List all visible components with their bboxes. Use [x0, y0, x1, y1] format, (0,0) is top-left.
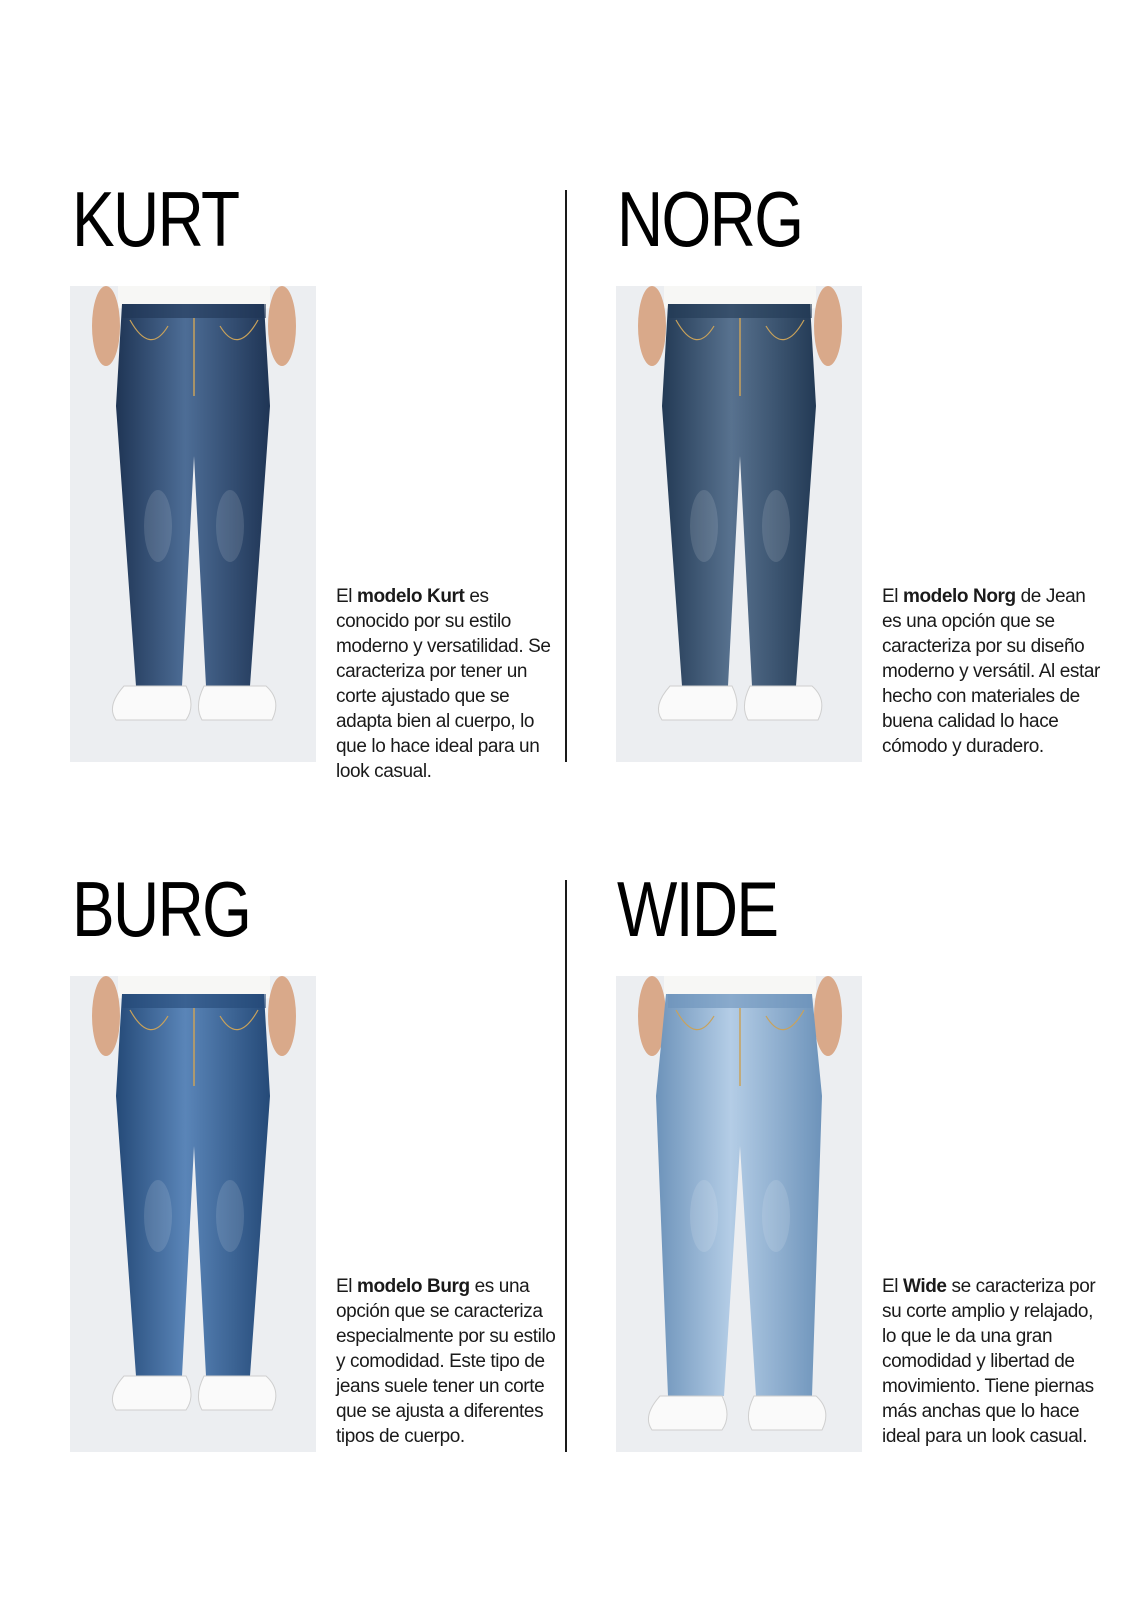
column-divider-bottom — [565, 880, 567, 1452]
description-bold: Wide — [902, 1276, 947, 1297]
left-sneaker — [112, 1376, 191, 1410]
waistband — [122, 994, 266, 1008]
right-hand — [268, 286, 296, 366]
knee-fade — [216, 490, 244, 562]
description-bold: modelo Kurt — [356, 586, 465, 607]
column-divider-top — [565, 190, 567, 762]
left-sneaker — [658, 686, 737, 720]
model-title-wide: WIDE — [617, 865, 778, 953]
right-sneaker — [198, 686, 275, 720]
description-bold: modelo Burg — [356, 1276, 470, 1297]
right-hand — [814, 286, 842, 366]
model-description-burg — [336, 1274, 556, 1449]
description-text: El — [882, 586, 903, 607]
right-hand — [268, 976, 296, 1056]
description-text: se caracteriza por su corte amplio y relajado, lo que le da una gran comodidad y libertad de movimiento. Tiene piernas más anchas que lo hace ideal para un look casual. — [882, 1276, 1096, 1447]
jeans — [116, 304, 270, 686]
left-sneaker — [648, 1396, 727, 1430]
model-description-norg — [882, 584, 1102, 759]
waistband — [668, 304, 812, 318]
waistband — [122, 304, 266, 318]
jeans — [656, 994, 822, 1396]
knee-fade — [762, 490, 790, 562]
model-title-kurt: KURT — [72, 175, 239, 263]
left-hand — [92, 286, 120, 366]
model-description-wide — [882, 1274, 1102, 1449]
jeans-photo-norg — [616, 286, 862, 762]
waistband — [668, 994, 812, 1008]
right-sneaker — [198, 1376, 275, 1410]
left-sneaker — [112, 686, 191, 720]
right-sneaker — [744, 686, 821, 720]
left-hand — [92, 976, 120, 1056]
knee-fade — [690, 490, 718, 562]
description-text: de Jean es una opción que se caracteriza por su diseño moderno y versátil. Al estar hecho con materiales de buena calidad lo hace cómodo y duradero. — [882, 586, 1100, 757]
knee-fade — [144, 1180, 172, 1252]
description-bold: modelo Norg — [902, 586, 1016, 607]
jeans — [116, 994, 270, 1376]
description-text: es conocido por su estilo moderno y versatilidad. Se caracteriza por tener un corte ajustado que se adapta bien al cuerpo, lo que lo hace ideal para un look casual. — [336, 586, 551, 782]
left-hand — [638, 286, 666, 366]
knee-fade — [762, 1180, 790, 1252]
description-text: El — [882, 1276, 903, 1297]
jeans-photo-kurt — [70, 286, 316, 762]
jeans — [662, 304, 816, 686]
knee-fade — [216, 1180, 244, 1252]
model-title-norg: NORG — [617, 175, 803, 263]
jeans-photo-wide — [616, 976, 862, 1452]
description-text: El — [336, 586, 357, 607]
right-hand — [814, 976, 842, 1056]
description-text: El — [336, 1276, 357, 1297]
right-sneaker — [748, 1396, 825, 1430]
description-text: es una opción que se caracteriza especialmente por su estilo y comodidad. Este tipo de jeans suele tener un corte que se ajusta a diferentes tipos de cuerpo. — [336, 1276, 556, 1447]
model-description-kurt — [336, 584, 556, 784]
model-title-burg: BURG — [72, 865, 251, 953]
knee-fade — [690, 1180, 718, 1252]
jeans-photo-burg — [70, 976, 316, 1452]
knee-fade — [144, 490, 172, 562]
